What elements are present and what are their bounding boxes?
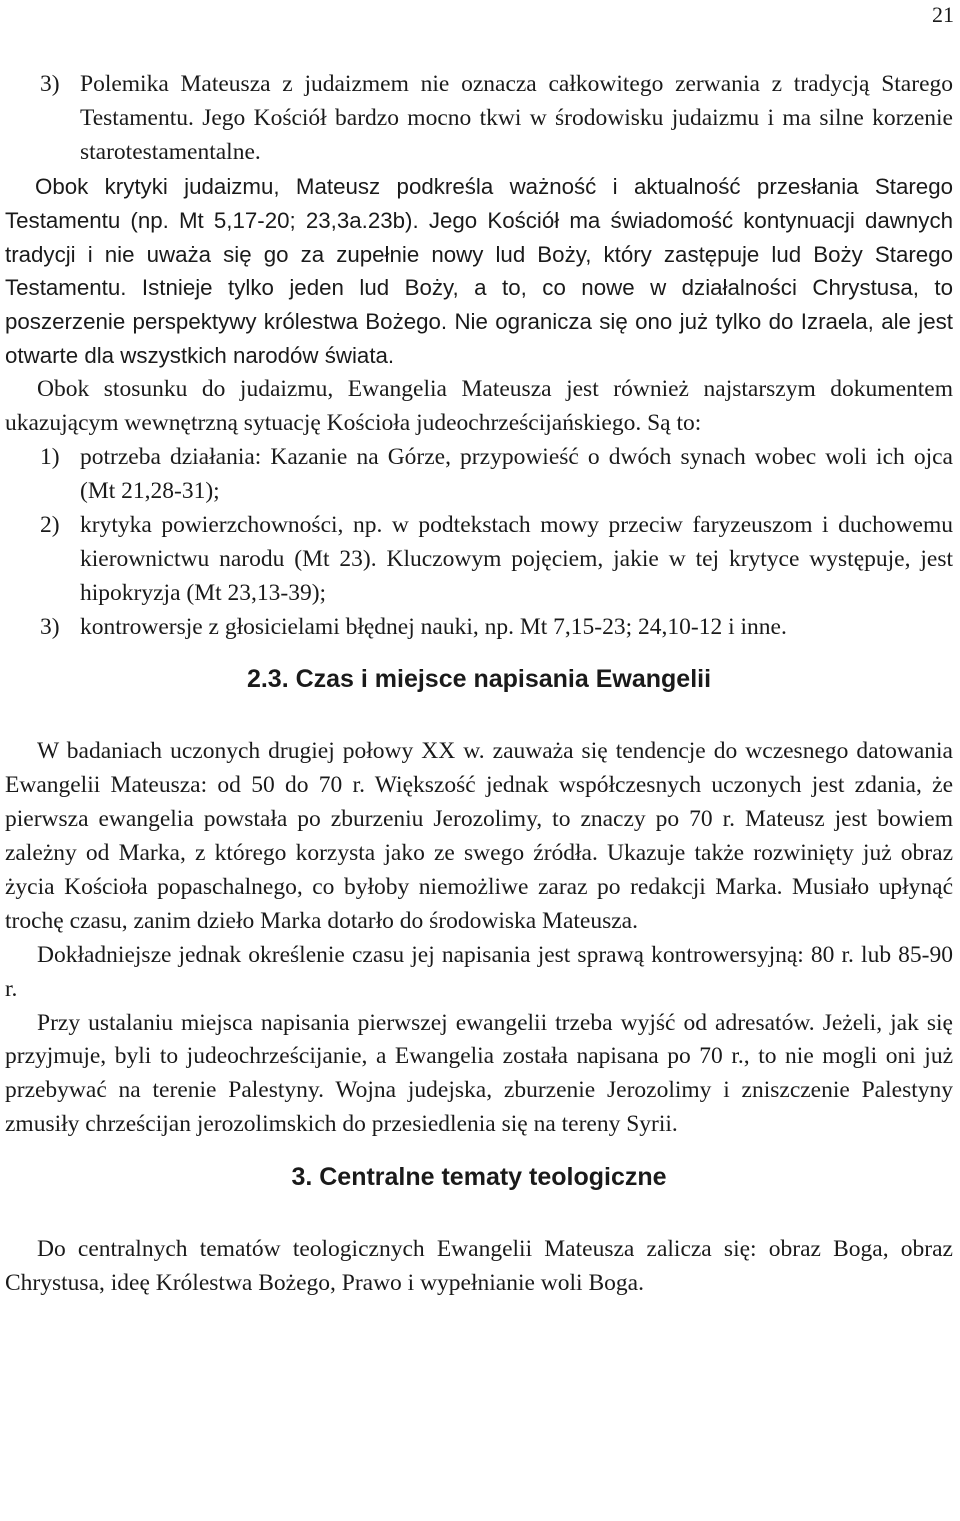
paragraph: Przy ustalaniu miejsca napisania pierwszej ewangelii trzeba wyjść od adresatów. Jeżeli, jak się przyjmuje, byli to judeochrześcijanie, a Ewangelia została napisana po 70 r., to nie mogli oni już przebywać na terenie Palestyny. Wojna judejska, zburzenie Jerozolimy i zniszczenie Palestyny zmusiły chrześcijan jerozolimskich do przesiedlenia się na tereny Syrii. — [5, 1009, 953, 1138]
paragraph: W badaniach uczonych drugiej połowy XX w. zauważa się tendencje do wczesnego datowania Ewangelii Mateusza: od 50 do 70 r. Większość jednak współczesnych uczonych jest zdania, że pierwsza ewangelia powstała po zburzeniu Jerozolimy, to znaczy po 70 r. Mateusz jest bowiem zależny od Marka, z którego korzysta jako ze swego źródła. Ukazuje także rozwinięty już obraz życia Kościoła popaschalnego, co byłoby niemożliwe zaraz po redakcji Marka. Musiało upłynąć trochę czasu, zanim dzieło Marka dotarło do środowiska Mateusza. — [5, 738, 953, 934]
page-number: 21 — [932, 2, 954, 27]
list-item — [5, 611, 953, 645]
point-3-serif-text: Polemika Mateusza z judaizmem nie oznacza całkowitego zerwania z tradycją Starego Testamentu. Jego Kościół bardzo mocno tkwi w środowisku judaizmu i ma silne korzenie starotestamentalne. — [80, 71, 953, 165]
list-item-text: kontrowersje z głosicielami błędnej nauki, np. Mt 7,15-23; 24,10-12 i inne. — [80, 613, 787, 640]
list-number: 3) — [40, 613, 60, 640]
point-3-item — [5, 68, 953, 170]
section-heading-2-3: 2.3. Czas i miejsce napisania Ewangelii — [246, 665, 712, 694]
point-3-sans-paragraph — [5, 170, 953, 373]
section-heading-3: 3. Centralne tematy teologiczne — [291, 1163, 667, 1192]
list-item — [5, 441, 953, 509]
paragraph: Do centralnych tematów teologicznych Ewangelii Mateusza zalicza się: obraz Boga, obraz Chrystusa, ideę Królestwa Bożego, Prawo i wypełnianie woli Boga. — [5, 1236, 953, 1296]
paragraph: Dokładniejsze jednak określenie czasu jej napisania jest sprawą kontrowersyjną: 80 r. lub 85-90 r. — [5, 941, 953, 1002]
page-content — [5, 68, 953, 1301]
list-item-text: potrzeba działania: Kazanie na Górze, przypowieść o dwóch synach wobec woli ich ojca (Mt 21,28-31); — [80, 443, 953, 504]
point-3-sans-text: Obok krytyki judaizmu, Mateusz podkreśla ważność i aktualność przesłania Starego Testamentu (np. Mt 5,17-20; 23,3a.23b). Jego Kościół ma świadomość kontynuacji dawnych tradycji i nie uważa się go za zupełnie nowy lud Boży, który zastępuje lud Boży Starego Testamentu. Istnieje tylko jeden lud Boży, a to, co nowe w działalności Chrystusa, to poszerzenie perspektywy królestwa Bożego. Nie ogranicza się ono już tylko do Izraela, ale jest otwarte dla wszystkich narodów świata. — [5, 173, 953, 369]
list-item-text: krytyka powierzchowności, np. w podtekstach mowy przeciw faryzeuszom i duchowemu kierownictwu narodu (Mt 23). Kluczowym pojęciem, jakie w tej krytyce występuje, jest hipokryzja (Mt 23,13-39); — [80, 511, 953, 606]
stosunek-paragraph: Obok stosunku do judaizmu, Ewangelia Mateusza jest również najstarszym dokumentem ukazującym wewnętrzną sytuację Kościoła judeochrześcijańskiego. Są to: — [5, 376, 953, 437]
list-number: 1) — [40, 443, 60, 470]
list-number: 2) — [40, 511, 60, 538]
list-number: 3) — [40, 71, 60, 97]
list-item — [5, 509, 953, 611]
